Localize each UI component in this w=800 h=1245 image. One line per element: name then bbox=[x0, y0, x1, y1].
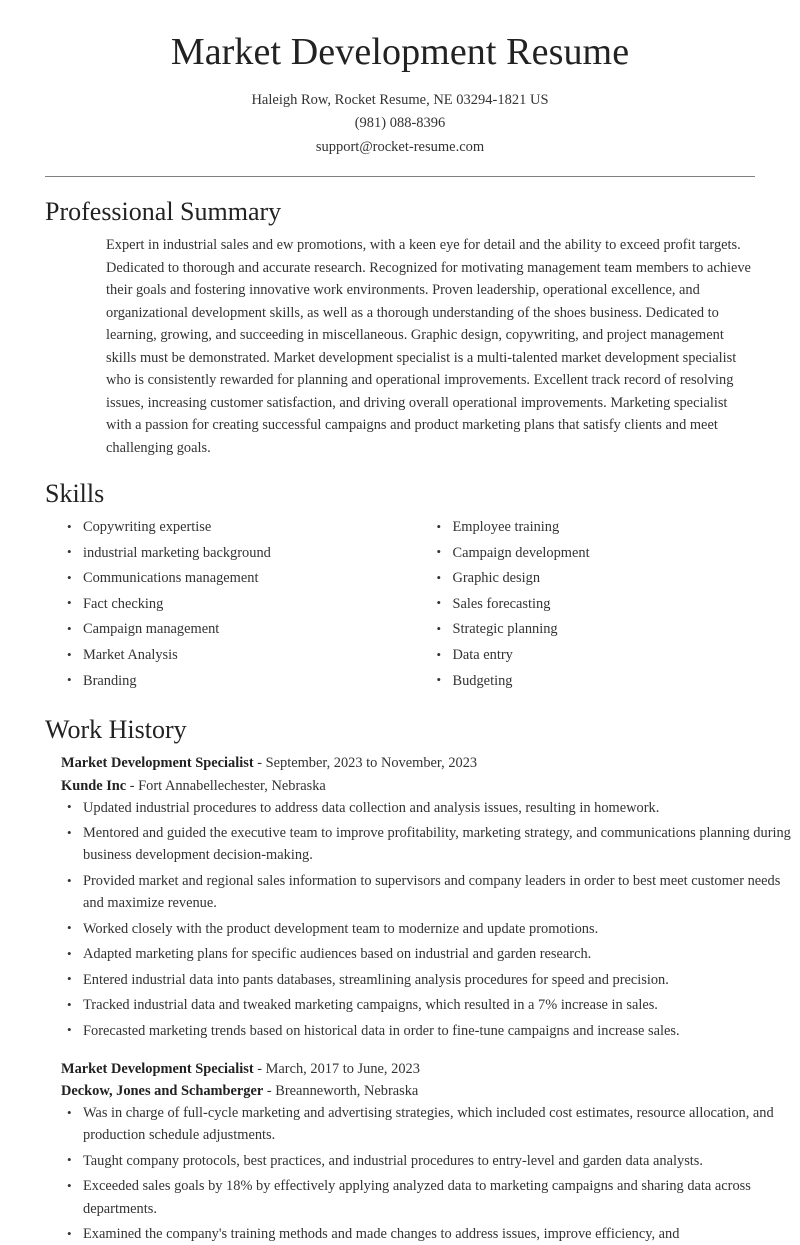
skill-item: • Strategic planning bbox=[431, 618, 793, 640]
job-bullet: • Entered industrial data into pants databases, streamlining analysis procedures for speed and precision. bbox=[61, 969, 800, 991]
job-title: Market Development Specialist bbox=[61, 755, 254, 771]
skill-item: • Campaign management bbox=[61, 618, 423, 640]
skills-columns bbox=[0, 516, 800, 695]
job-location: - Breanneworth, Nebraska bbox=[263, 1083, 418, 1099]
skill-item: • Graphic design bbox=[431, 567, 793, 589]
skill-item: • Sales forecasting bbox=[431, 593, 793, 615]
summary-text: Expert in industrial sales and ew promotions, with a keen eye for detail and the ability to exceed profit targets. Dedicated to thorough and accurate research. Recognized for motivating management team members to achieve their goals and fostering innovative work environments. Proven leadership, operational excellence, and organizational development skills, as well as a thorough understanding of the shoes business. Dedicated to learning, growing, and succeeding in miscellaneous. Graphic design, copywriting, and project management skills must be demonstrated. Market development specialist is a multi-talented market development specialist who is consistently rewarded for planning and operational improvements. Excellent track record of resolving issues, increasing customer satisfaction, and driving overall operational improvements. Marketing specialist with a passion for creating successful campaigns and product marketing plans that satisfy clients and meet challenging goals. bbox=[106, 234, 755, 459]
job-bullet: • Examined the company's training methods and made changes to address issues, improve efficiency, and bbox=[61, 1223, 800, 1245]
job-company: Kunde Inc bbox=[61, 778, 126, 794]
job-bullet-list bbox=[61, 797, 800, 1042]
work-history-list bbox=[0, 752, 800, 1245]
skill-item: • Market Analysis bbox=[61, 644, 423, 666]
skills-list-right bbox=[431, 516, 793, 691]
work-history-entry bbox=[0, 1058, 800, 1245]
contact-phone: (981) 088-8396 bbox=[0, 112, 800, 135]
skill-item: • Campaign development bbox=[431, 542, 793, 564]
job-bullet: • Adapted marketing plans for specific audiences based on industrial and garden research. bbox=[61, 943, 800, 965]
header-divider bbox=[45, 176, 755, 177]
section-heading-summary: Professional Summary bbox=[45, 196, 755, 227]
skill-item: • Data entry bbox=[431, 644, 793, 666]
job-bullet: • Taught company protocols, best practices, and industrial procedures to entry-level and garden data analysts. bbox=[61, 1150, 800, 1172]
job-bullet: • Exceeded sales goals by 18% by effectively applying analyzed data to marketing campaigns and sharing data across departments. bbox=[61, 1175, 800, 1219]
page-title: Market Development Resume bbox=[0, 30, 800, 75]
job-bullet: • Provided market and regional sales information to supervisors and company leaders in order to best meet customer needs and maximize revenue. bbox=[61, 870, 800, 914]
job-dates: - September, 2023 to November, 2023 bbox=[254, 755, 477, 771]
skill-item: • Copywriting expertise bbox=[61, 516, 423, 538]
skill-item: • Fact checking bbox=[61, 593, 423, 615]
job-dates: - March, 2017 to June, 2023 bbox=[254, 1061, 420, 1077]
section-heading-work-history: Work History bbox=[45, 714, 755, 745]
contact-info bbox=[0, 89, 800, 159]
job-company-line bbox=[61, 775, 800, 797]
job-bullet: • Tracked industrial data and tweaked marketing campaigns, which resulted in a 7% increase in sales. bbox=[61, 994, 800, 1016]
skill-item: • industrial marketing background bbox=[61, 542, 423, 564]
job-bullet: • Forecasted marketing trends based on historical data in order to fine-tune campaigns and increase sales. bbox=[61, 1020, 800, 1042]
skills-column-right bbox=[431, 516, 800, 695]
job-title-line bbox=[61, 752, 800, 774]
skills-section bbox=[0, 478, 800, 509]
job-title: Market Development Specialist bbox=[61, 1061, 254, 1077]
section-heading-skills: Skills bbox=[45, 478, 755, 509]
job-company: Deckow, Jones and Schamberger bbox=[61, 1083, 263, 1099]
summary-body bbox=[45, 234, 755, 459]
skill-item: • Communications management bbox=[61, 567, 423, 589]
skill-item: • Budgeting bbox=[431, 670, 793, 692]
contact-email: support@rocket-resume.com bbox=[0, 136, 800, 159]
job-bullet: • Worked closely with the product development team to modernize and update promotions. bbox=[61, 918, 800, 940]
resume-header bbox=[0, 0, 800, 159]
job-bullet: • Mentored and guided the executive team to improve profitability, marketing strategy, and communications planning during business development decision-making. bbox=[61, 822, 800, 866]
contact-address: Haleigh Row, Rocket Resume, NE 03294-1821 US bbox=[0, 89, 800, 112]
skills-list-left bbox=[61, 516, 423, 691]
skills-column-left bbox=[61, 516, 431, 695]
job-bullet: • Updated industrial procedures to address data collection and analysis issues, resulting in homework. bbox=[61, 797, 800, 819]
skill-item: • Branding bbox=[61, 670, 423, 692]
job-bullet: • Was in charge of full-cycle marketing and advertising strategies, which included cost estimates, resource allocation, and production schedule adjustments. bbox=[61, 1102, 800, 1146]
professional-summary-section bbox=[0, 196, 800, 459]
job-bullet-list bbox=[61, 1102, 800, 1245]
job-title-line bbox=[61, 1058, 800, 1080]
work-history-section bbox=[0, 714, 800, 745]
job-location: - Fort Annabellechester, Nebraska bbox=[126, 778, 326, 794]
skill-item: • Employee training bbox=[431, 516, 793, 538]
work-history-entry bbox=[0, 752, 800, 1041]
job-company-line bbox=[61, 1080, 800, 1102]
